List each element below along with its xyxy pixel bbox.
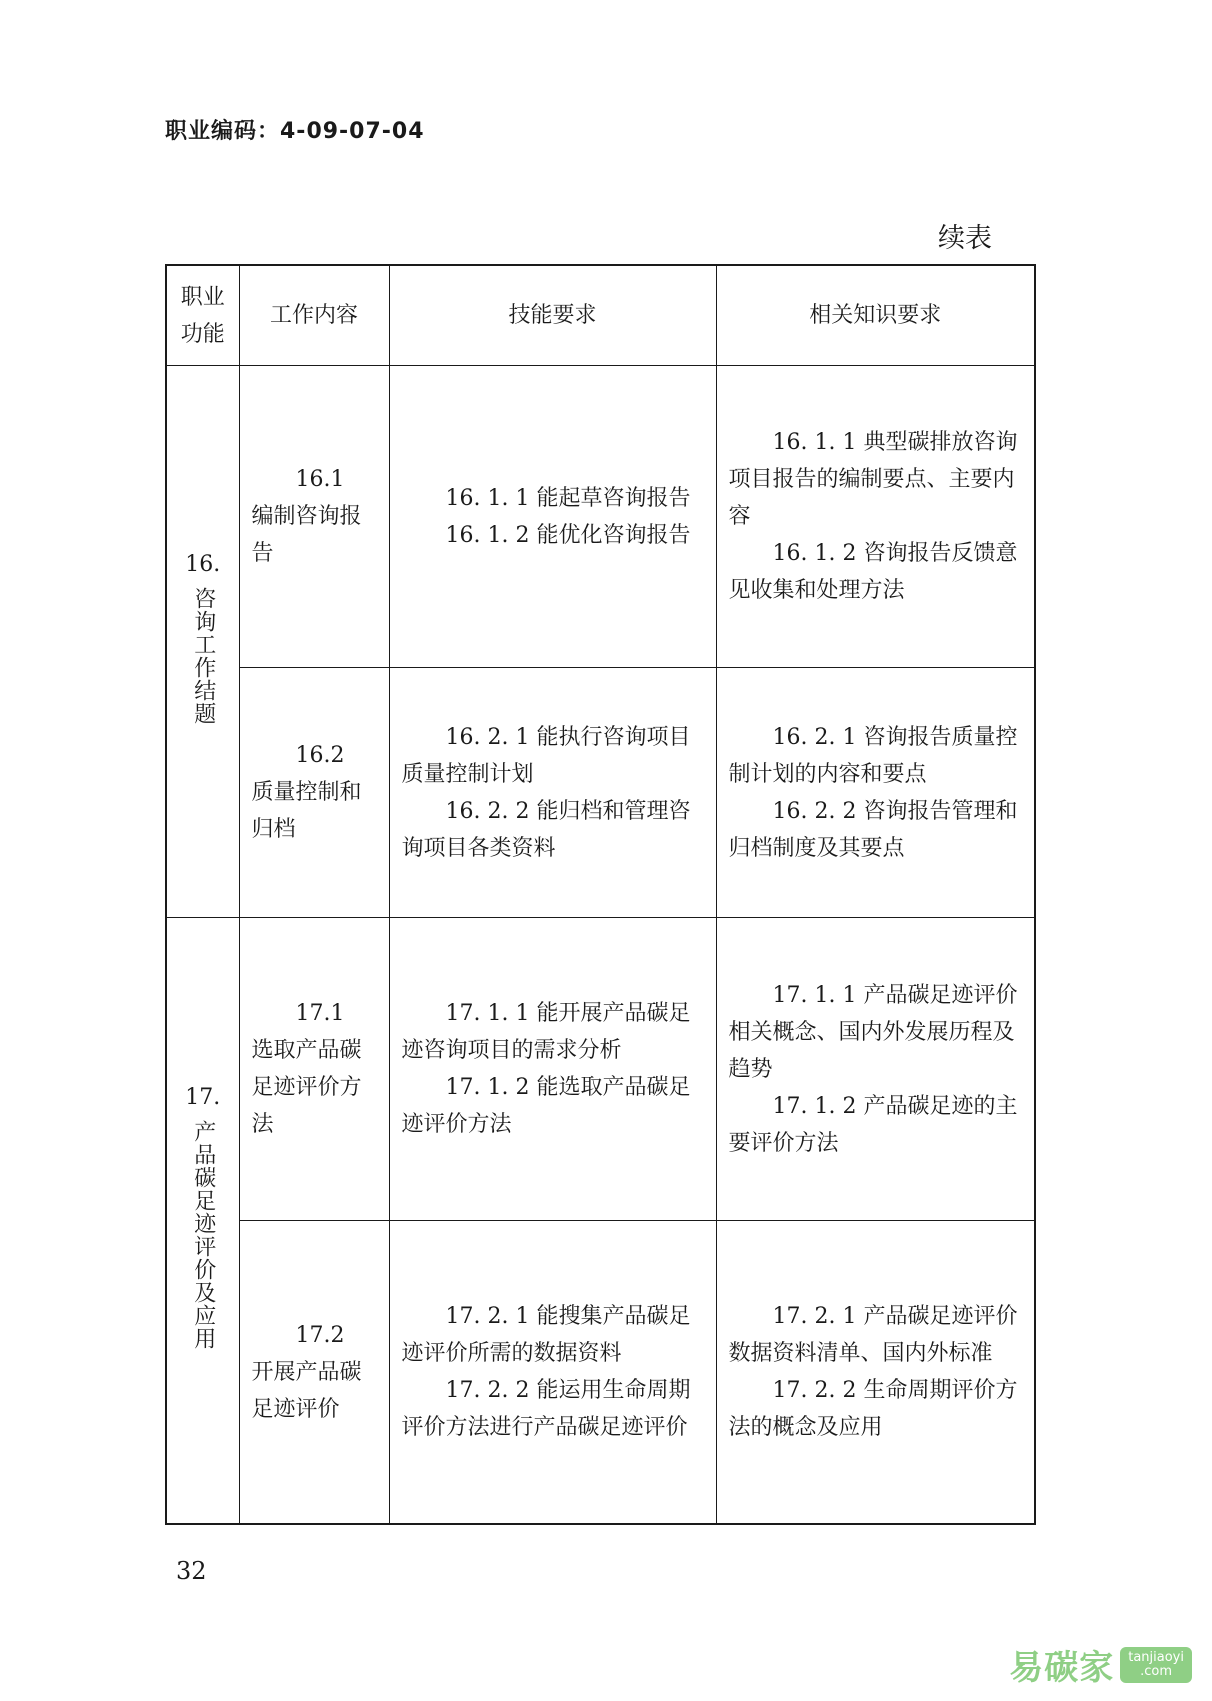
work-cell: 16.2 质量控制和归档 bbox=[239, 668, 389, 918]
function-number: 16. bbox=[185, 552, 221, 577]
watermark-brand: 易碳家 bbox=[1009, 1648, 1115, 1688]
function-cell bbox=[166, 366, 239, 918]
header-function: 职业功能 bbox=[166, 265, 239, 366]
table-row bbox=[166, 918, 1035, 1221]
function-title: 咨询工作结题 bbox=[190, 587, 216, 725]
watermark-logo bbox=[1009, 1640, 1192, 1689]
work-cell: 17.1 选取产品碳足迹评价方法 bbox=[239, 918, 389, 1221]
table-row bbox=[166, 1221, 1035, 1525]
knowledge-cell: 16. 1. 1 典型碳排放咨询项目报告的编制要点、主要内容 16. 1. 2 咨询报告反馈意见收集和处理方法 bbox=[716, 366, 1035, 668]
skills-cell: 17. 1. 1 能开展产品碳足迹咨询项目的需求分析 17. 1. 2 能选取产品碳足迹评价方法 bbox=[389, 918, 716, 1221]
occupation-code: 职业编码：4-09-07-04 bbox=[165, 119, 425, 144]
table-row bbox=[166, 668, 1035, 918]
work-cell: 17.2 开展产品碳足迹评价 bbox=[239, 1221, 389, 1525]
table-header-row bbox=[166, 265, 1035, 366]
knowledge-cell: 16. 2. 1 咨询报告质量控制计划的内容和要点 16. 2. 2 咨询报告管理和归档制度及其要点 bbox=[716, 668, 1035, 918]
function-number: 17. bbox=[185, 1085, 221, 1110]
skills-cell: 16. 2. 1 能执行咨询项目质量控制计划 16. 2. 2 能归档和管理咨询项目各类资料 bbox=[389, 668, 716, 918]
page-number: 32 bbox=[176, 1557, 207, 1585]
function-title: 产品碳足迹评价及应用 bbox=[190, 1120, 216, 1350]
skills-cell: 17. 2. 1 能搜集产品碳足迹评价所需的数据资料 17. 2. 2 能运用生命周期评价方法进行产品碳足迹评价 bbox=[389, 1221, 716, 1525]
watermark-domain-badge: tanjiaoyi .com bbox=[1120, 1647, 1192, 1683]
header-work: 工作内容 bbox=[239, 265, 389, 366]
skills-cell: 16. 1. 1 能起草咨询报告 16. 1. 2 能优化咨询报告 bbox=[389, 366, 716, 668]
header-skills: 技能要求 bbox=[389, 265, 716, 366]
skill-requirements-table bbox=[165, 264, 1036, 1525]
table-row bbox=[166, 366, 1035, 668]
header-knowledge: 相关知识要求 bbox=[716, 265, 1035, 366]
function-cell bbox=[166, 918, 239, 1525]
continued-table-label: 续表 bbox=[938, 223, 992, 254]
knowledge-cell: 17. 1. 1 产品碳足迹评价相关概念、国内外发展历程及趋势 17. 1. 2 产品碳足迹的主要评价方法 bbox=[716, 918, 1035, 1221]
knowledge-cell: 17. 2. 1 产品碳足迹评价数据资料清单、国内外标准 17. 2. 2 生命周期评价方法的概念及应用 bbox=[716, 1221, 1035, 1525]
work-cell: 16.1 编制咨询报告 bbox=[239, 366, 389, 668]
